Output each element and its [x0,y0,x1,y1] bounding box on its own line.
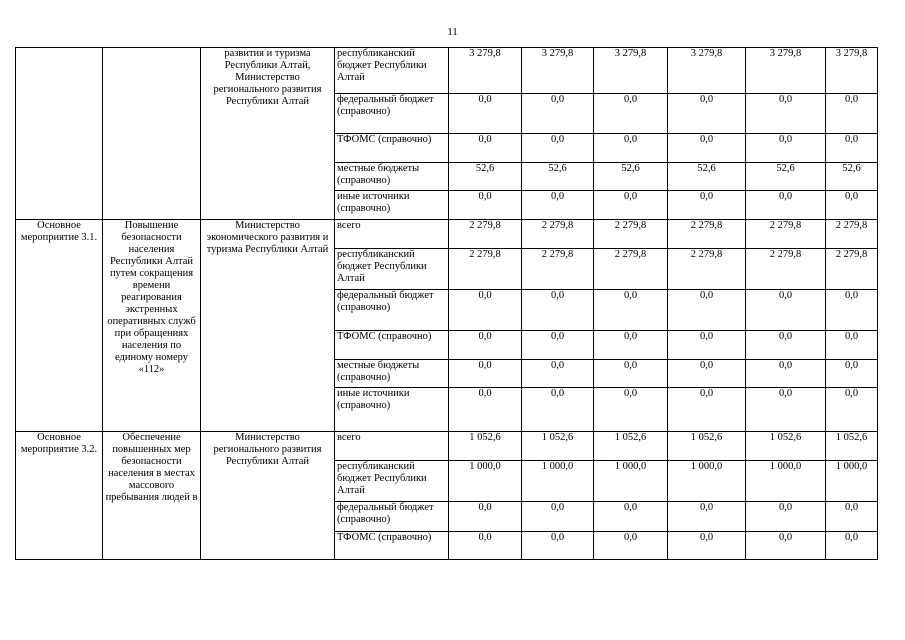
value-cell: 0,0 [746,360,826,388]
value-cell: 1 052,6 [826,432,878,461]
value-cell: 0,0 [826,388,878,432]
value-cell: 0,0 [826,134,878,163]
value-cell: 0,0 [449,134,522,163]
value-cell: 2 279,8 [594,249,668,290]
funding-source-cell: федеральный бюджет (справочно) [335,94,449,134]
value-cell: 1 000,0 [449,461,522,502]
value-cell: 1 052,6 [522,432,594,461]
value-cell: 0,0 [449,532,522,560]
value-cell: 0,0 [522,502,594,532]
value-cell: 0,0 [668,532,746,560]
value-cell: 0,0 [746,331,826,360]
value-cell: 0,0 [594,94,668,134]
value-cell: 0,0 [668,360,746,388]
measure-cell: Основное мероприятие 3.1. [16,220,103,432]
budget-table-body [16,48,878,560]
value-cell: 0,0 [522,191,594,220]
value-cell: 0,0 [668,331,746,360]
value-cell: 1 052,6 [746,432,826,461]
value-cell: 52,6 [826,163,878,191]
value-cell: 0,0 [826,94,878,134]
value-cell: 0,0 [668,388,746,432]
value-cell: 0,0 [449,191,522,220]
value-cell: 0,0 [594,290,668,331]
value-cell: 0,0 [668,502,746,532]
value-cell: 2 279,8 [826,220,878,249]
funding-source-cell: иные источники (справочно) [335,191,449,220]
table-row [16,432,878,461]
value-cell: 52,6 [449,163,522,191]
value-cell: 0,0 [449,388,522,432]
executor-cell: Министерство экономического развития и туризма Республики Алтай [201,220,335,432]
value-cell: 0,0 [522,388,594,432]
funding-source-cell: местные бюджеты (справочно) [335,360,449,388]
value-cell: 0,0 [449,502,522,532]
funding-source-cell: ТФОМС (справочно) [335,134,449,163]
value-cell: 1 052,6 [668,432,746,461]
value-cell: 2 279,8 [522,249,594,290]
value-cell: 0,0 [746,532,826,560]
funding-source-cell: республиканский бюджет Республики Алтай [335,249,449,290]
funding-source-cell: ТФОМС (справочно) [335,532,449,560]
value-cell: 0,0 [668,290,746,331]
value-cell: 0,0 [668,191,746,220]
value-cell: 0,0 [826,191,878,220]
value-cell: 3 279,8 [826,48,878,94]
funding-source-cell: местные бюджеты (справочно) [335,163,449,191]
value-cell: 0,0 [522,360,594,388]
value-cell: 0,0 [594,532,668,560]
table-row [16,220,878,249]
value-cell: 0,0 [668,94,746,134]
value-cell: 0,0 [746,94,826,134]
value-cell: 0,0 [826,331,878,360]
value-cell: 0,0 [826,502,878,532]
funding-source-cell: всего [335,220,449,249]
value-cell: 0,0 [594,502,668,532]
value-cell: 2 279,8 [826,249,878,290]
funding-source-cell: федеральный бюджет (справочно) [335,502,449,532]
value-cell: 2 279,8 [668,249,746,290]
value-cell: 0,0 [522,331,594,360]
value-cell: 52,6 [746,163,826,191]
value-cell: 0,0 [522,290,594,331]
executor-cell: Министерство регионального развития Республики Алтай [201,432,335,560]
value-cell: 1 000,0 [746,461,826,502]
value-cell: 2 279,8 [449,220,522,249]
value-cell: 2 279,8 [746,220,826,249]
value-cell: 0,0 [826,360,878,388]
value-cell: 52,6 [594,163,668,191]
value-cell: 0,0 [594,134,668,163]
value-cell: 0,0 [449,94,522,134]
value-cell: 0,0 [746,290,826,331]
value-cell: 1 052,6 [449,432,522,461]
value-cell: 2 279,8 [746,249,826,290]
budget-table [15,47,878,560]
measure-cell: Основное мероприятие 3.2. [16,432,103,560]
funding-source-cell: иные источники (справочно) [335,388,449,432]
value-cell: 1 000,0 [522,461,594,502]
value-cell: 0,0 [746,502,826,532]
value-cell: 0,0 [522,134,594,163]
value-cell: 2 279,8 [668,220,746,249]
value-cell: 0,0 [449,290,522,331]
value-cell: 0,0 [746,388,826,432]
value-cell: 3 279,8 [668,48,746,94]
page-number: 11 [447,26,458,38]
executor-cell: развития и туризма Республики Алтай, Министерство регионального развития Республики Алтай [201,48,335,220]
value-cell: 0,0 [449,331,522,360]
value-cell: 1 000,0 [594,461,668,502]
value-cell: 0,0 [668,134,746,163]
value-cell: 2 279,8 [594,220,668,249]
value-cell: 1 000,0 [826,461,878,502]
value-cell: 52,6 [522,163,594,191]
value-cell: 0,0 [746,191,826,220]
value-cell: 3 279,8 [746,48,826,94]
measure-cell [16,48,103,220]
measure-name-cell: Повышение безопасности населения Республики Алтай путем сокращения времени реагирования экстренных оперативных служб при обращениях населения по единому номеру «112» [103,220,201,432]
value-cell: 2 279,8 [522,220,594,249]
measure-name-cell [103,48,201,220]
funding-source-cell: республиканский бюджет Республики Алтай [335,461,449,502]
table-row [16,48,878,94]
value-cell: 1 000,0 [668,461,746,502]
value-cell: 0,0 [449,360,522,388]
value-cell: 0,0 [826,532,878,560]
funding-source-cell: федеральный бюджет (справочно) [335,290,449,331]
value-cell: 3 279,8 [522,48,594,94]
value-cell: 3 279,8 [449,48,522,94]
value-cell: 0,0 [594,360,668,388]
measure-name-cell: Обеспечение повышенных мер безопасности населения в местах массового пребывания людей в [103,432,201,560]
value-cell: 2 279,8 [449,249,522,290]
value-cell: 0,0 [826,290,878,331]
value-cell: 3 279,8 [594,48,668,94]
funding-source-cell: республиканский бюджет Республики Алтай [335,48,449,94]
value-cell: 0,0 [746,134,826,163]
value-cell: 0,0 [522,532,594,560]
value-cell: 0,0 [594,331,668,360]
funding-source-cell: ТФОМС (справочно) [335,331,449,360]
value-cell: 0,0 [522,94,594,134]
value-cell: 52,6 [668,163,746,191]
funding-source-cell: всего [335,432,449,461]
value-cell: 0,0 [594,388,668,432]
value-cell: 1 052,6 [594,432,668,461]
value-cell: 0,0 [594,191,668,220]
